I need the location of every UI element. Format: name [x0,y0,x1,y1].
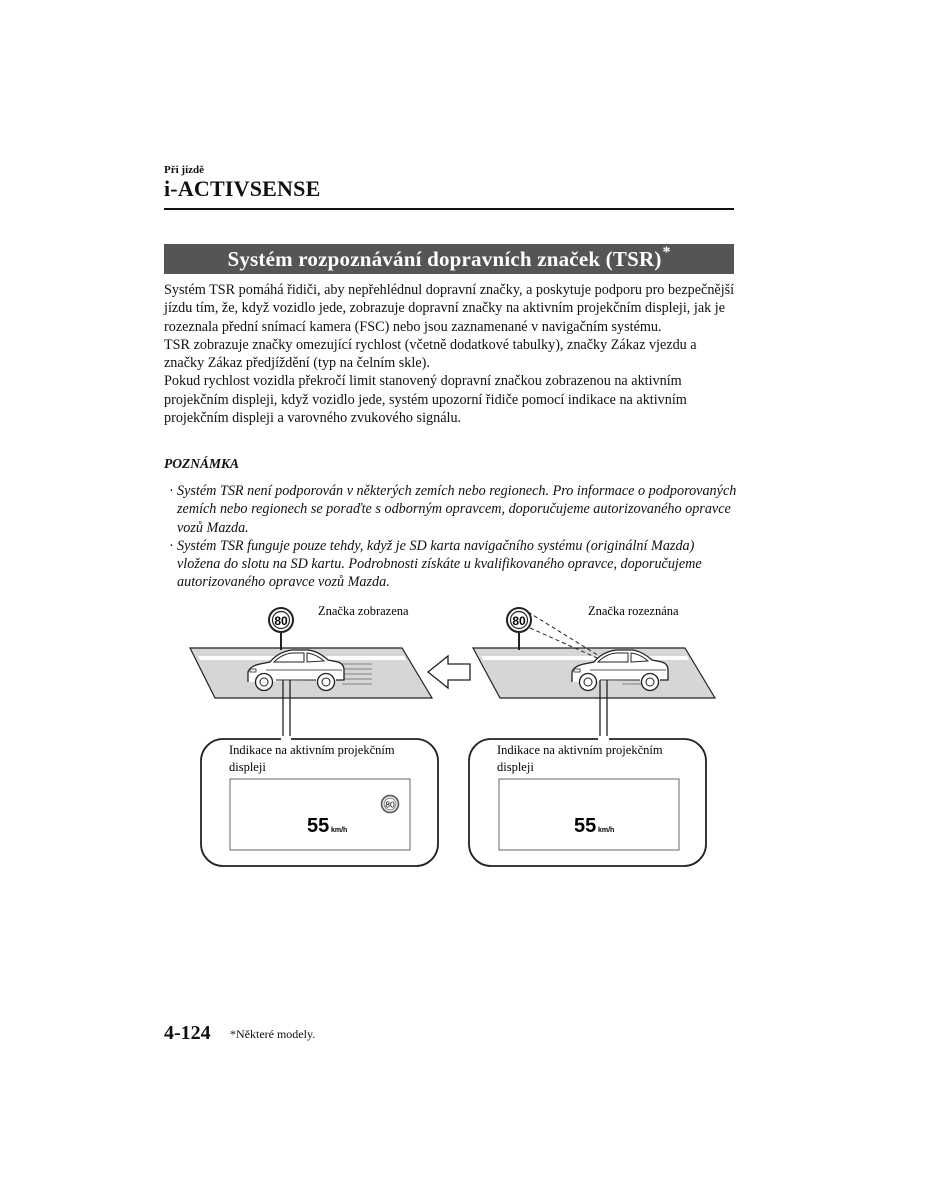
topic-title: Systém rozpoznávání dopravních značek (TSR) [227,246,662,271]
left-display-label: Indikace na aktivním projekčním [229,743,395,757]
left-hud-speed: 55 [307,815,330,837]
body-paragraph: TSR zobrazuje značky omezující rychlost (včetně dodatkové tabulky), značky Zákaz vjezdu a značky Zákaz předjíždění (typ na čelním skle). [164,336,697,372]
speed-sign-left-value: 80 [274,614,288,628]
note-heading: POZNÁMKA [164,456,240,471]
right-hud-speed-unit: km/h [598,827,615,834]
footnote: *Některé modely. [230,1027,316,1041]
bullet-icon: · [169,483,174,499]
topic-title-footnote-mark: * [662,244,671,261]
left-caption: Značka zobrazena [318,604,409,618]
section-title: i-ACTIVSENSE [164,176,321,201]
right-hud-speed: 55 [574,815,597,837]
note-item-text: Systém TSR není podporován v některých zemích nebo regionech. Pro informace o podporovaných zemích nebo regionech se poraďte s odborným opravcem, doporučujeme autorizovaného opravce vozů Mazda. [177,483,737,536]
right-caption: Značka rozeznána [588,604,679,618]
body-paragraph: Pokud rychlost vozidla překročí limit stanovený dopravní značkou zobrazenou na aktivním projekčním displeji, když vozidlo jede, systém upozorní řidiče pomocí indikace na aktivním projekčním displeji a varovného zvukového signálu. [164,373,687,427]
road-right-lane [481,656,689,660]
hud-speed-sign-value: 80 [385,799,395,810]
note-item-text: Systém TSR funguje pouze tehdy, když je SD karta navigačního systému (originální Mazda) vložena do slotu na SD kartu. Podrobnosti získáte u kvalifikovaného opravce, doporučujeme autorizovaného opravce vozů Mazda. [177,537,702,591]
bullet-icon: · [169,537,174,554]
speed-sign-right-value: 80 [512,614,526,628]
right-display-label: displeji [497,760,534,774]
left-display-label: displeji [229,760,266,774]
left-hud-speed-unit: km/h [331,827,348,834]
arrow-left-icon [428,656,470,688]
section-subtitle: Při jízdě [164,164,205,176]
right-display-label: Indikace na aktivním projekčním [497,743,663,757]
page-number: 4-124 [164,1022,211,1044]
body-paragraph: Systém TSR pomáhá řidiči, aby nepřehlédnul dopravní značky, a poskytuje podporu pro bezpečnější jízdu tím, že, když vozidlo jede, zobrazuje dopravní značky na aktivním projekčním displeji, jak je rozeznala přední snímací kamera (FSC) nebo jsou zaznamenané v navigačním systému. [164,282,735,335]
